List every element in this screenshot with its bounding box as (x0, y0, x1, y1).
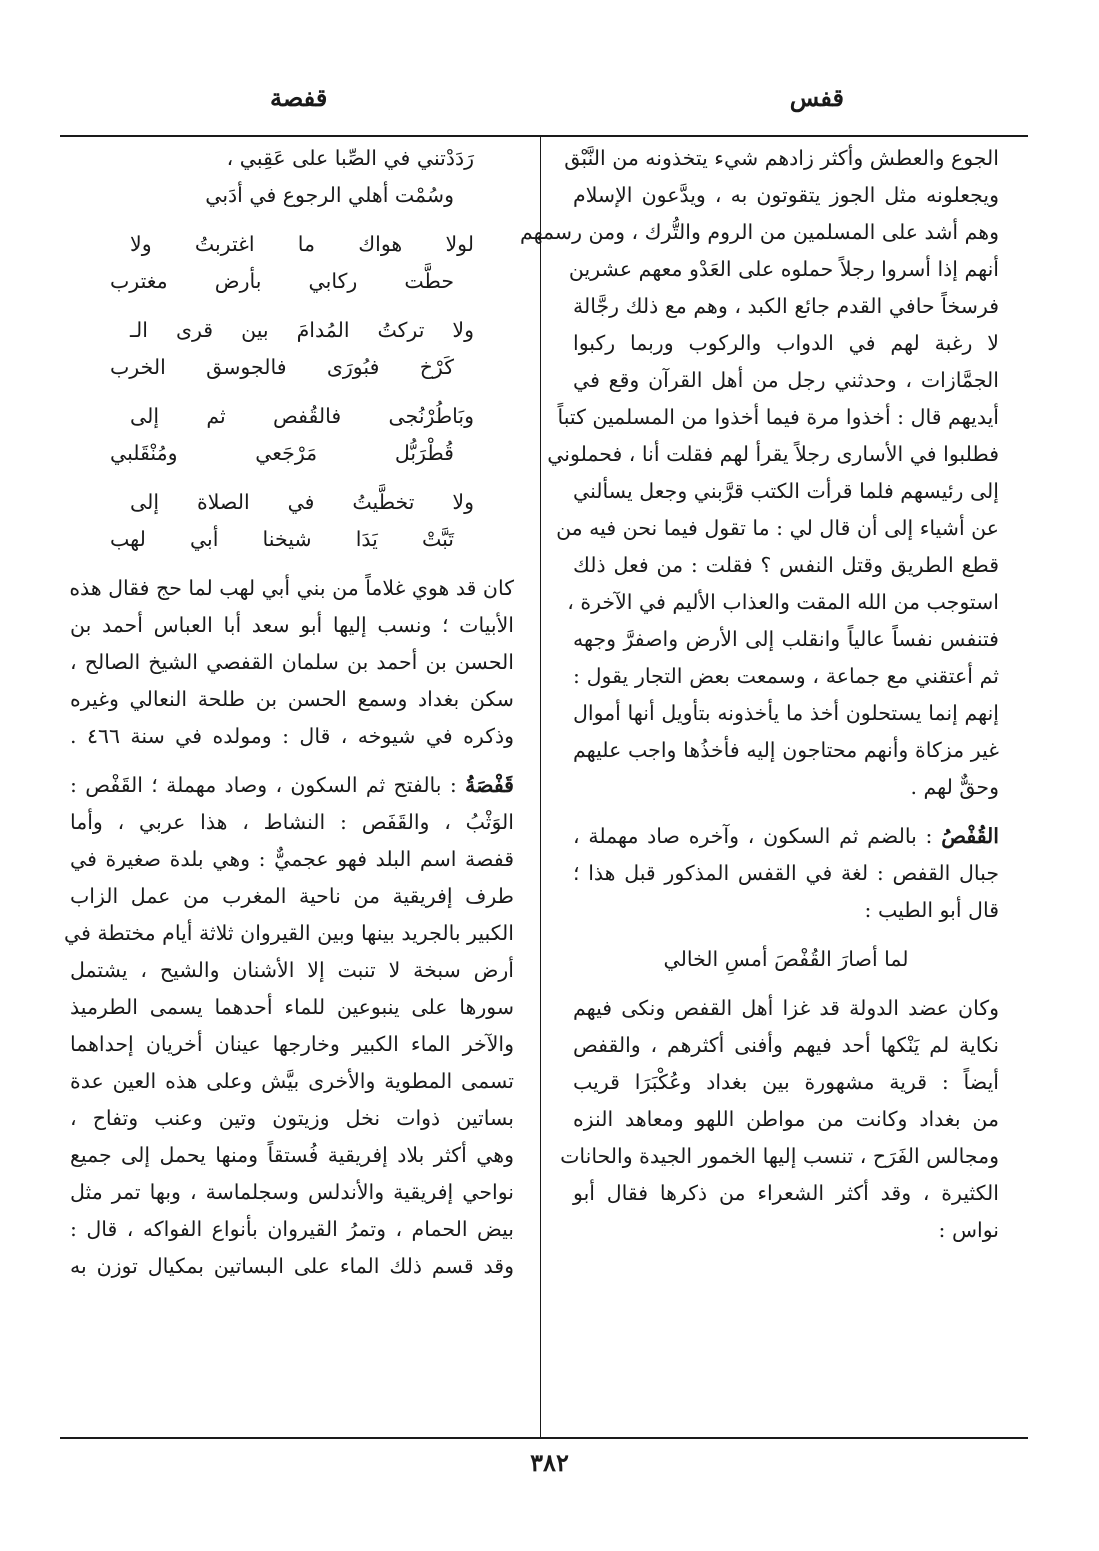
text-line: وكان عضد الدولة قد غزا أهل القفص ونكى فيهم (573, 996, 999, 1020)
spacer (70, 755, 514, 767)
text-line: إنهم إنما يستحلون أخذ ما يأخذونه بتأويل أنها أموال (573, 701, 999, 725)
text-line: سورها على ينبوعين للماء أحدهما يسمى الطرميذ (70, 995, 514, 1019)
text-line: عن أشياء إلى أن قال لي : ما تقول فيما نحن فيه من (556, 516, 999, 540)
top-rule (60, 135, 1028, 137)
text-line: أنهم إذا أسروا رجلاً حملوه على العَدْو معهم عشرين (568, 257, 999, 281)
spacer (70, 472, 514, 484)
text-line: الجمَّازات ، وحدثني رجل من أهل القرآن وقع في (573, 368, 999, 392)
verse-hemistich: رَدَدْتني في الصِّبا على عَقِبي ، (226, 146, 474, 170)
text-line: قطع الطريق وقتل النفس ؟ فقلت : من فعل ذلك (573, 553, 999, 577)
text-line: ومجالس الفَرَح ، تنسب إليها الخمور الجيدة والحانات (560, 1144, 999, 1168)
text-line: استوجب من الله المقت والعذاب الأليم في الآخرة ، (567, 590, 999, 614)
text-line: غير مزكاة وأنهم محتاجون إليه فأخذُها واجب عليهم (573, 738, 999, 762)
verse-hemistich: تَبَّتْ يَدَا شيخنا أبي لهب (110, 527, 454, 551)
text-line: ويجعلونه مثل الجوز يتقوتون به ، ويدَّعون الإسلام (573, 183, 999, 207)
text-line: فطلبوا في الأسارى رجلاً يقرأ لهم فقلت أنا ، فحملوني (547, 442, 999, 466)
text-line: ثم أعتقني مع جماعة ، وسمعت بعض التجار يقول : (573, 664, 999, 688)
header-left-word: قفصة (270, 83, 328, 112)
left-column (64, 140, 514, 1285)
text-line: الكثيرة ، وقد أكثر الشعراء من ذكرها فقال أبو (573, 1181, 999, 1205)
text-line: وهي أكثر بلاد إفريقية فُستقاً ومنها يحمل إلى جميع (70, 1143, 514, 1167)
text-line: وقد قسم ذلك الماء على البساتين بمكيال توزن به (70, 1254, 514, 1278)
entry-qafsa (70, 767, 514, 804)
text-line: فرسخاً حافي القدم جائع الكبد ، وهم مع ذلك رجَّالة (573, 294, 999, 318)
text-line: قفصة اسم البلد فهو عجميٌّ : وهي بلدة صغيرة في (70, 847, 514, 871)
spacer (70, 214, 514, 226)
text-line: كان قد هوي غلاماً من بني أبي لهب لما حج فقال هذه (69, 576, 514, 600)
text-line: سكن بغداد وسمع الحسن بن طلحة النعالي وغيره (70, 687, 514, 711)
text-line: تسمى المطوية والأخرى بيَّش وعلى هذه العين عدة (70, 1069, 514, 1093)
entry-headword: القُفْصُ (941, 824, 999, 848)
text-line: نواس : (938, 1218, 999, 1242)
text-line: الأبيات ؛ ونسب إليها أبو سعد أبا العباس أحمد بن (70, 613, 514, 637)
text-line: وذكره في شيوخه ، قال : ومولده في سنة ٤٦٦ . (70, 724, 514, 748)
spacer (573, 978, 999, 990)
verse-hemistich: وسُمْت أهلي الرجوع في أدَبي (205, 183, 454, 207)
verse-hemistich: وبَاطُرْنُجى فالقُفص ثم إلى (130, 404, 474, 428)
text-line: أيديهم قال : أخذوا مرة فيما أخذوا من المسلمين كتباً (557, 405, 999, 429)
text-line: من بغداد وكانت من مواطن اللهو ومعاهد النزه (573, 1107, 999, 1131)
page-number: ٣٨٢ (530, 1448, 569, 1477)
spacer (573, 929, 999, 941)
spacer (70, 300, 514, 312)
text-line: قال أبو الطيب : (864, 898, 999, 922)
text-line: بساتين ذوات نخل وزيتون وتين وعنب وتفاح ، (70, 1106, 514, 1130)
spacer (70, 386, 514, 398)
text-line: الجوع والعطش وأكثر زادهم شيء يتخذونه من النَّبْق (564, 146, 999, 170)
entry-text: : بالضم ثم السكون ، وآخره صاد مهملة ، (573, 824, 933, 848)
entry-headword: قَفْصَةُ (465, 773, 514, 797)
spacer (573, 806, 999, 818)
text-line: أيضاً : قرية مشهورة بين بغداد وعُكْبَرَا قريب (573, 1070, 999, 1094)
text-line: فتنفس نفساً عالياً وانقلب إلى الأرض واصفرَّ وجهه (573, 627, 999, 651)
entry-qufs (573, 818, 999, 855)
text-line: إلى رئيسهم فلما قرأت الكتب قرَّبني وجعل يسألني (572, 479, 999, 503)
text-line: نواحي إفريقية والأندلس وسجلماسة ، وبها تمر مثل (70, 1180, 514, 1204)
header-right-word: قفس (789, 83, 844, 112)
spacer (70, 558, 514, 570)
text-line: وحقٌّ لهم . (910, 775, 999, 799)
entry-text: : بالفتح ثم السكون ، وصاد مهملة ؛ القَفْص : (70, 773, 457, 797)
text-line: نكاية لم يَنْكها أحد فيهم وأفنى أكثرهم ، والقفص (573, 1033, 999, 1057)
text-line: الحسن بن أحمد بن سلمان القفصي الشيخ الصالح ، (70, 650, 514, 674)
text-line: الوَثْبُ ، والقَفَص : النشاط ، هذا عربي ، وأما (70, 810, 514, 834)
right-column (519, 140, 999, 1249)
text-line: والآخر الماء الكبير وخارجها عينان أخريان إحداهما (70, 1032, 514, 1056)
column-divider (540, 137, 541, 1437)
verse-hemistich: لولا هواك ما اغتربتُ ولا (130, 232, 474, 256)
text-line: لا رغبة لهم في الدواب والركوب وربما ركبوا (573, 331, 999, 355)
verse-hemistich: قُطْرَبُّل مَرْجَعي ومُنْقَلبي (110, 441, 454, 465)
text-line: وهم أشد على المسلمين من الروم والتُّرك ، ومن رسمهم (519, 220, 999, 244)
verse-hemistich: كَرْخ فبُورَى فالجوسق الخرب (110, 355, 454, 379)
text-line: أرض سبخة لا تنبت إلا الأشنان والشيح ، يشتمل (70, 958, 514, 982)
verse-hemistich: ولا تركتُ المُدامَ بين قرى الـ (130, 318, 474, 342)
text-line: طرف إفريقية من ناحية المغرب من عمل الزاب (70, 884, 514, 908)
text-line: الكبير بالجريد بينها وبين القيروان ثلاثة أيام مختطة في (64, 921, 514, 945)
text-line: بيض الحمام ، وتمرُ القيروان بأنواع الفواكه ، قال : (70, 1217, 514, 1241)
verse-hemistich: حطَّت ركابي بأرض مغترب (110, 269, 454, 293)
text-line: جبال القفص : لغة في القفس المذكور قبل هذا ؛ (573, 861, 999, 885)
bottom-rule (60, 1437, 1028, 1439)
verse-line: لما أصارَ القُفْصَ أمسِ الخالي (663, 947, 909, 971)
verse-hemistich: ولا تخطَّيتُ في الصلاة إلى (130, 490, 474, 514)
